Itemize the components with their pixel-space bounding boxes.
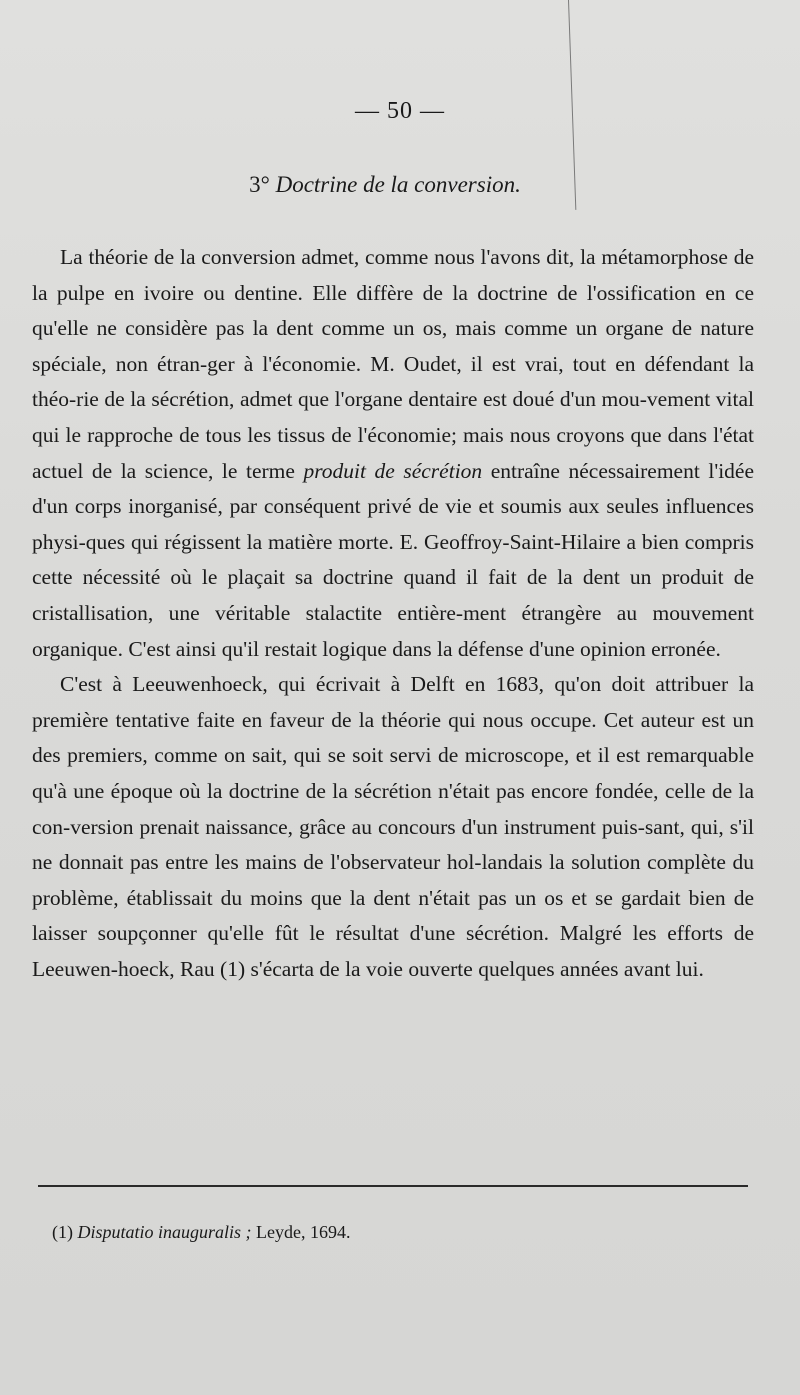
page-number: — 50 — [355, 98, 445, 124]
paragraph-1-italic: produit de sécrétion [303, 458, 483, 483]
paragraph-1-text: La théorie de la conversion admet, comme nous l'avons dit, la métamorphose de la pulpe en ivoire ou dentine. Elle diffère de la doctrine de l'ossification en ce qu'elle ne considère pas la dent comme un os, mais comme un organe de nature spéciale, non étran-ger à l'économie. M. Oudet, il est vrai, tout en défendant la théo-rie de la sécrétion, admet que l'organe dentaire est doué d'un mou-vement vital qui le rapproche de tous les tissus de l'économie; mais nous croyons que dans l'état actuel de la science, le terme [32, 245, 754, 483]
paragraph-2: C'est à Leeuwenhoeck, qui écrivait à Delft en 1683, qu'on doit attribuer la première tentative faite en faveur de la théorie qui nous occupe. Cet auteur est un des premiers, comme on sait, qui se soit servi de microscope, et il est remarquable qu'à une époque où la doctrine de la sécrétion n'était pas encore fondée, celle de la con-version prenait naissance, grâce au concours d'un instrument puis-sant, qui, s'il ne donnait pas entre les mains de l'observateur hol-landais la solution complète du problème, établissait du moins que la dent n'était pas un os et se gardait bien de laisser soupçonner qu'elle fût le résultat d'une sécrétion. Malgré les efforts de Leeuwen-hoeck, Rau (1) s'écarta de la voie ouverte quelques années avant lui. [32, 672, 754, 981]
footnote-rule [38, 1185, 748, 1187]
section-number: 3° [249, 172, 270, 197]
footnote-title: Disputatio inauguralis ; [77, 1222, 252, 1242]
paragraph-1 [32, 240, 754, 667]
footnote-marker: (1) [52, 1222, 73, 1242]
footnote-rest: Leyde, 1694. [256, 1222, 351, 1242]
footnote [52, 1222, 752, 1243]
paragraph-1-rest: entraîne nécessairement l'idée d'un corps inorganisé, par conséquent privé de vie et soumis aux seules influences physi-ques qui régissent la matière morte. E. Geoffroy-Saint-Hilaire a bien compris cette nécessité où le plaçait sa doctrine quand il fait de la dent un produit de cristallisation, une véritable stalactite entière-ment étrangère au mouvement organique. C'est ainsi qu'il restait logique dans la défense d'une opinion erronée. [32, 458, 755, 661]
body-text [32, 240, 754, 987]
section-title [0, 172, 770, 198]
section-title-text: Doctrine de la conversion. [275, 172, 521, 197]
